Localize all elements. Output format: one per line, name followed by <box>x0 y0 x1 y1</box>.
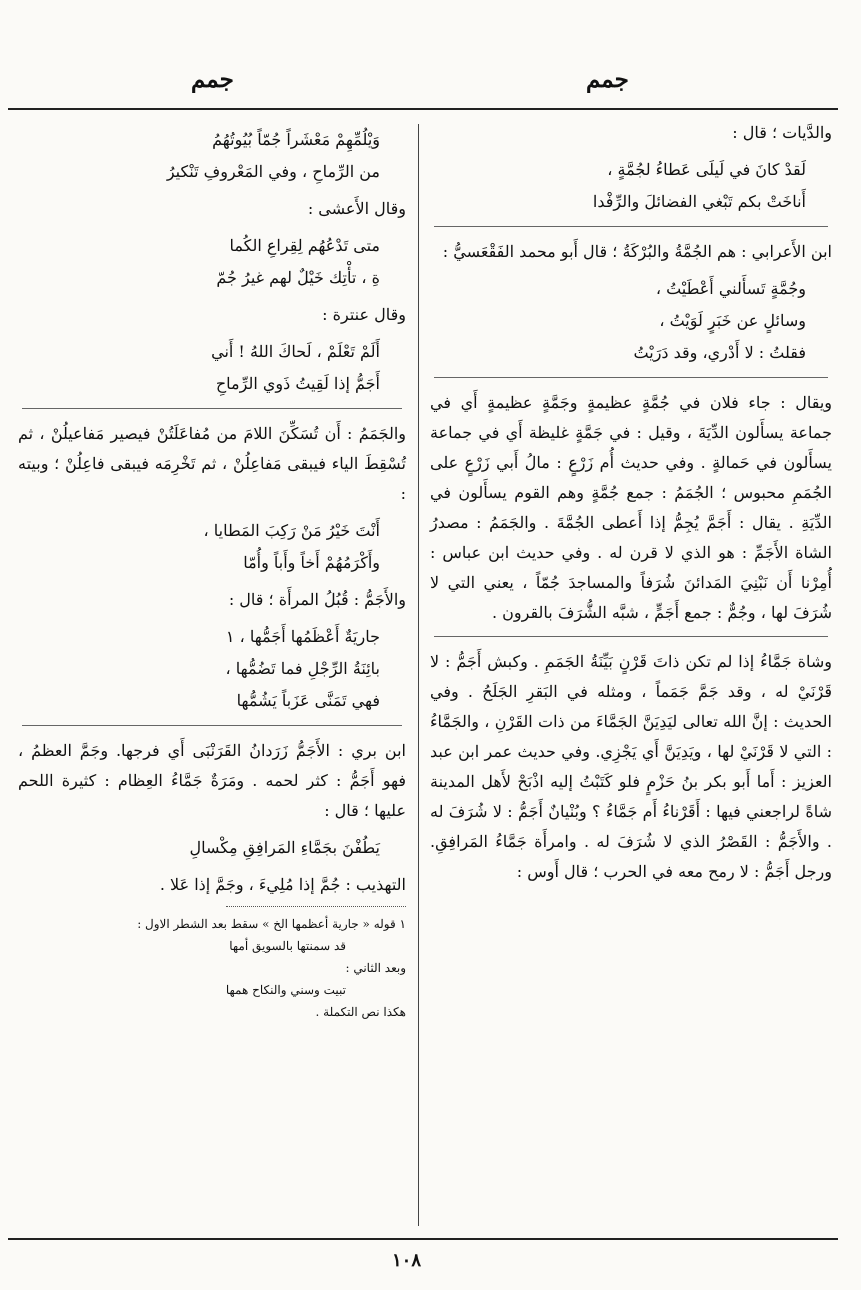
paragraph: ابن بري : الأَجَمُّ زَرَدانُ القَرَنْبَى أَي فرجها. وجَمَّ العظمُ ، فهو أَجَمُّ : كثر لحمه . ومَرَةٌ جَمَّاءُ العِظام : كثيرة اللحم عليها ؛ قال : <box>18 741 406 820</box>
verse-line: أَجَمُّ إذا لَقِيتُ ذَوي الرِّماحِ <box>215 374 380 393</box>
verse <box>38 230 380 294</box>
verse-line: وأَكْرَمُهُمْ أَخاً وأَباً وأُمّا <box>243 553 380 572</box>
left-column <box>18 118 406 1023</box>
verse-line: فقلتُ : لا أَدْري، وقد دَرَيْتُ <box>633 343 806 362</box>
footnotes <box>18 913 406 1023</box>
verse-line: وسائلٍ عن خَبَرٍ لَوَيْتُ ، <box>659 311 806 330</box>
verse-line: لَقدْ كانَ في لَيلَى عَطاءُ لجُمَّةٍ ، <box>607 160 806 179</box>
header-word-left: جمم <box>191 66 234 93</box>
footnote-separator <box>226 906 406 907</box>
verse-line: وَيْلُمِّهِمْ مَعْشَراً جُمّاً بُيُوتُهُمُ <box>212 130 380 149</box>
footnote-verse: تبيت وسني والنكاح همها <box>225 983 346 997</box>
verse-line: يَطُفْنَ بجَمَّاءِ المَرافِقِ مِكْسالِ <box>189 838 380 857</box>
header-rule <box>8 108 838 110</box>
paragraph: والأَجَمُّ : قُبُلُ المرأَة ؛ قال : <box>228 590 406 609</box>
verse-line: أَلَمْ تَعْلَمْ ، لَحاكَ اللهُ ! أَني <box>211 342 380 361</box>
verse-line: جاريَةٌ أَعْظَمُها أَجَمُّها ، ١ <box>225 627 380 646</box>
verse-line: أَنْتَ خَيْرُ مَنْ رَكِبَ المَطايا ، <box>203 521 380 540</box>
verse <box>38 336 380 400</box>
verse-line: ةِ ، تأْتِك خَيْلٌ لهم غيرُ جُمّ <box>216 268 380 287</box>
footnote-verse: قد سمنتها بالسويق أمها <box>229 939 346 953</box>
paragraph: التهذيب : جُمَّ إذا مُلِيءَ ، وجَمَّ إذا عَلا . <box>159 875 406 894</box>
verse-line: بائِنَةُ الرِّجْلِ فما تَضُمُّها ، <box>225 659 380 678</box>
verse-line: وجُمَّةٍ تَسأَلني أَعْطَيْتُ ، <box>655 279 806 298</box>
right-column <box>430 118 832 893</box>
header-word-right: جمم <box>586 66 629 93</box>
verse-line: فهي تَمَنَّى عَزَباً يَشُمُّها <box>236 691 380 710</box>
paragraph: وقال عنترة : <box>322 305 406 324</box>
page-number: ١٠٨ <box>392 1250 422 1271</box>
section-separator <box>22 725 402 726</box>
column-divider <box>418 124 419 1226</box>
footer-rule <box>8 1238 838 1240</box>
section-separator <box>434 636 828 637</box>
verse-line: أَناخَتْ بكم تَبْغي الفضائلَ والرِّفْدا <box>592 192 806 211</box>
verse <box>38 832 380 864</box>
verse-line: متى تَدْعُهُم لِقِراعِ الكُما <box>229 236 380 255</box>
paragraph: ويقال : جاء فلان في جُمَّةٍ عظيمةٍ وجَمَّةٍ عظيمةٍ أَي في جماعة يسأَلون الدِّيَةَ ، وقيل : في جَمَّةٍ غليظة أَي في جماعة يسأَلون في حَمالةٍ . وفي حديث أُم زَرْعٍ : مالُ أَبي زَرْعٍ على الجُمَمِ محبوس ؛ الجُمَمُ : جمع جُمَّةٍ وهم القوم يسأَلون في الدِّيَةِ . يقال : أَجَمَّ يُجِمُّ إذا أَعطى الجُمَّةَ . والجَمَمُ : مصدرُ الشاة الأَجَمِّ : هو الذي لا قرن له . وفي حديث ابن عباس : أُمِرْنا أَن نَبْنِيَ المَدائنَ شُرَفاً والمساجدَ جُمّاً ، يعني التي لا شُرَفَ لها ، وجُمٌّ : جمع أَجَمٍّ ، شبَّه الشُّرَفَ بالقرون . <box>430 393 833 622</box>
verse <box>450 154 806 218</box>
paragraph: وشاة جَمَّاءُ إذا لم تكن ذاتَ قَرْنٍ بَيِّنَةُ الجَمَمِ . وكبش أَجَمُّ : لا قَرْنَيْ له ، وقد جَمَّ جَمَماً ، ومثله في البَقرِ الجَلَحُ . وفي الحديث : إنَّ الله تعالى ليَدِيَنَّ الجَمَّاءَ من ذات القَرْنِ ، والجَمَّاءُ : التي لا قَرْنَيْ لها ، ويَدِيَنَّ أَي يَجْزِي. وفي حديث عمر ابن عبد العزيز : أَما أَبو بكر بنُ حَزْمٍ فلو كَتَبْتُ إليه اذْبَحْ لأَهل المدينة شاةً لراجعني فيها : أَقَرْناءُ أَم جَمَّاءُ ؟ وبُنْيانٌ أَجَمُّ : لا شُرَفَ له . والأَجَمُّ : القَصْرُ الذي لا شُرَفَ له . وامرأَة جَمَّاءُ المَرافِقِ. ورجل أَجَمُّ : لا رمح معه في الحرب ؛ قال أَوس : <box>430 652 832 881</box>
footnote: ١ قوله « جارية أعظمها الخ » سقط بعد الشطر الاول : <box>137 917 406 931</box>
paragraph: والجَمَمُ : أَن تُسَكِّنَ اللامَ من مُفاعَلَتُنْ فيصير مَفاعيلُنْ ، ثم تُسْقِطَ الياء فيبقى مَفاعِلُنْ ، ثم تَخْرِمَه فيبقى فاعِلُنْ ؛ وبيته : <box>18 424 406 503</box>
verse <box>38 515 380 579</box>
verse <box>38 621 380 717</box>
verse <box>38 124 380 188</box>
section-separator <box>22 408 402 409</box>
verse <box>450 273 806 369</box>
paragraph: ابن الأَعرابي : هم الجُمَّةُ والبُرْكَةُ ؛ قال أَبو محمد الفَقْعَسيُّ : <box>442 242 832 261</box>
section-separator <box>434 377 828 378</box>
footnote: هكذا نص التكملة . <box>315 1005 406 1019</box>
paragraph: والدَّيات ؛ قال : <box>732 123 832 142</box>
section-separator <box>434 226 828 227</box>
paragraph: وقال الأَعشى : <box>307 199 406 218</box>
verse-line: من الرِّماحِ ، وفي المَعْروفِ تَنْكيرُ <box>166 162 380 181</box>
footnote: وبعد الثاني : <box>345 961 406 975</box>
